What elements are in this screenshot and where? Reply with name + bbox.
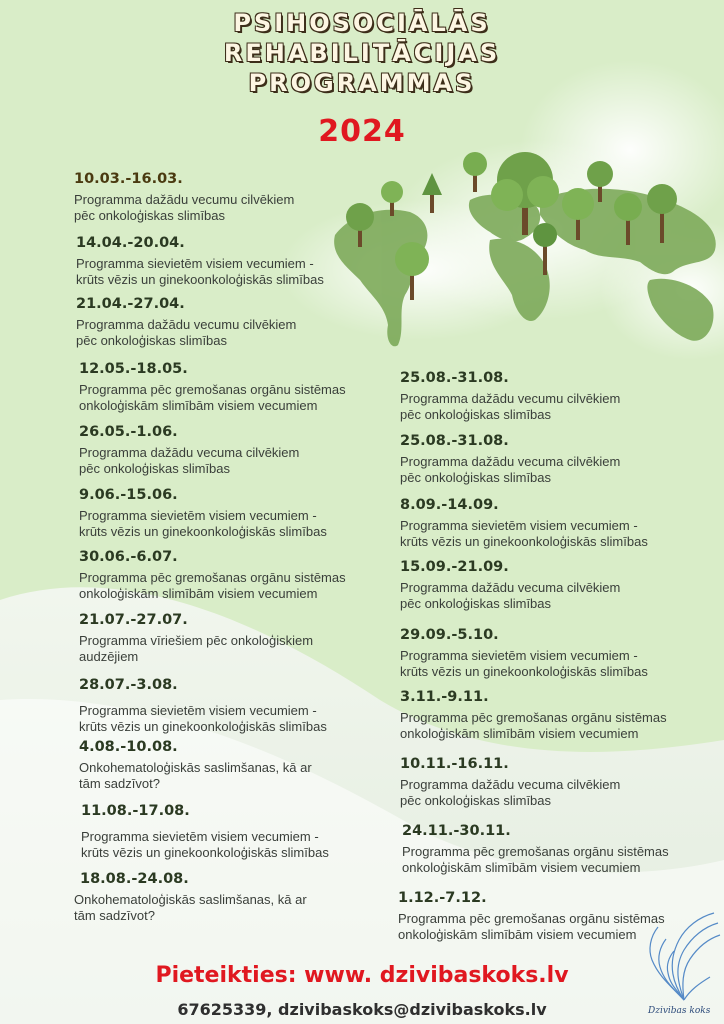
entry-description [74, 192, 294, 224]
entry-description-line: Programma pēc gremošanas orgānu sistēmas [79, 382, 346, 397]
schedule-entry [400, 559, 620, 612]
schedule-entry [76, 235, 324, 288]
entry-description-line: Programma sievietēm visiem vecumiem - [79, 703, 317, 718]
entry-date: 15.09.-21.09. [400, 559, 509, 575]
entry-date: 3.11.-9.11. [400, 689, 489, 705]
entry-description-line: pēc onkoloģiskas slimības [400, 407, 552, 422]
schedule-entry [79, 424, 299, 477]
entry-description-line: Programma sievietēm visiem vecumiem - [76, 256, 314, 271]
entry-description-line: Programma dažādu vecumu cilvēkiem [76, 317, 297, 332]
entry-description-line: Onkohematoloģiskās saslimšanas, kā ar [79, 760, 312, 775]
entry-description-line: krūts vēzis un ginekoonkoloģiskās slimības [400, 664, 648, 679]
title-line-2: REHABILITĀCIJAS [223, 39, 501, 67]
entry-date: 1.12.-7.12. [398, 890, 487, 906]
entry-description-line: Programma dažādu vecuma cilvēkiem [400, 777, 621, 792]
entry-description [400, 391, 620, 423]
entry-description-line: pēc onkoloģiskas slimības [400, 793, 552, 808]
schedule-entry [79, 549, 346, 602]
entry-description [398, 911, 665, 943]
entry-description-line: Programma vīriešiem pēc onkoloģiskiem [79, 633, 314, 648]
entry-date: 14.04.-20.04. [76, 235, 185, 251]
entry-description-line: Programma dažādu vecuma cilvēkiem [79, 445, 300, 460]
schedule-entry [79, 612, 313, 665]
entry-description-line: onkoloģiskām slimībām visiem vecumiem [398, 927, 637, 942]
entry-date: 25.08.-31.08. [400, 433, 509, 449]
entry-description [400, 648, 648, 680]
year-heading: 2024 [318, 114, 406, 149]
entry-description-line: Programma dažādu vecumu cilvēkiem [400, 391, 621, 406]
schedule-entry [74, 171, 294, 224]
entry-description-line: krūts vēzis un ginekoonkoloģiskās slimības [79, 719, 327, 734]
schedule-entry [400, 627, 648, 680]
schedule-entry [79, 677, 327, 735]
entry-date: 11.08.-17.08. [81, 803, 190, 819]
contact-info: 67625339, dzivibaskoks@dzivibaskoks.lv [177, 1000, 547, 1019]
schedule-entry [74, 871, 307, 924]
entry-description-line: Programma dažādu vecuma cilvēkiem [400, 580, 621, 595]
entry-description-line: Programma pēc gremošanas orgānu sistēmas [400, 710, 667, 725]
entry-description-line: pēc onkoloģiskas slimības [76, 333, 228, 348]
logo-text: Dzivibas koks [648, 1006, 711, 1016]
entry-description-line: krūts vēzis un ginekoonkoloģiskās slimības [79, 524, 327, 539]
entry-description-line: tām sadzīvot? [74, 908, 155, 923]
entry-description [400, 454, 620, 486]
entry-description-line: pēc onkoloģiskas slimības [74, 208, 226, 223]
dzivibas-koks-logo-icon [644, 905, 724, 1015]
entry-description-line: onkoloģiskām slimībām visiem vecumiem [400, 726, 639, 741]
entry-date: 28.07.-3.08. [79, 677, 178, 693]
entry-date: 21.04.-27.04. [76, 296, 185, 312]
schedule-entry [79, 487, 327, 540]
entry-description [79, 570, 346, 602]
entry-date: 21.07.-27.07. [79, 612, 188, 628]
entry-date: 30.06.-6.07. [79, 549, 178, 565]
page-title [0, 8, 724, 98]
title-line-1: PSIHOSOCIĀLĀS [233, 9, 491, 37]
entry-description-line: audzējiem [79, 649, 139, 664]
entry-description [400, 777, 620, 809]
schedule-entry [400, 689, 667, 742]
entry-description-line: onkoloģiskām slimībām visiem vecumiem [79, 398, 318, 413]
entry-date: 29.09.-5.10. [400, 627, 499, 643]
schedule-entry [400, 370, 620, 423]
entry-description-line: Programma pēc gremošanas orgānu sistēmas [402, 844, 669, 859]
entry-date: 10.03.-16.03. [74, 171, 183, 187]
entry-description [79, 382, 346, 414]
entry-description-line: krūts vēzis un ginekoonkoloģiskās slimības [400, 534, 648, 549]
entry-description-line: pēc onkoloģiskas slimības [79, 461, 231, 476]
entry-description [76, 317, 296, 349]
entry-description-line: tām sadzīvot? [79, 776, 160, 791]
entry-date: 4.08.-10.08. [79, 739, 178, 755]
entry-date: 9.06.-15.06. [79, 487, 178, 503]
entry-description-line: krūts vēzis un ginekoonkoloģiskās slimības [81, 845, 329, 860]
entry-description [79, 760, 312, 792]
entry-date: 26.05.-1.06. [79, 424, 178, 440]
entry-description [400, 580, 620, 612]
schedule-entry [398, 890, 665, 943]
entry-date: 18.08.-24.08. [80, 871, 189, 887]
entry-description [74, 892, 307, 924]
entry-date: 25.08.-31.08. [400, 370, 509, 386]
entry-description [76, 256, 324, 288]
entry-date: 8.09.-14.09. [400, 497, 499, 513]
title-line-3: PROGRAMMAS [248, 69, 476, 97]
entry-date: 10.11.-16.11. [400, 756, 509, 772]
entry-description-line: krūts vēzis un ginekoonkoloģiskās slimības [76, 272, 324, 287]
schedule-entry [81, 803, 329, 861]
entry-description-line: Programma pēc gremošanas orgānu sistēmas [398, 911, 665, 926]
entry-description-line: pēc onkoloģiskas slimības [400, 470, 552, 485]
entry-date: 24.11.-30.11. [402, 823, 511, 839]
entry-description-line: Programma sievietēm visiem vecumiem - [81, 829, 319, 844]
schedule-entry [79, 739, 312, 792]
schedule-entry [79, 361, 346, 414]
entry-description [402, 844, 669, 876]
entry-description [81, 829, 329, 861]
entry-description [79, 703, 327, 735]
entry-description [400, 518, 648, 550]
entry-description-line: onkoloģiskām slimībām visiem vecumiem [402, 860, 641, 875]
entry-description-line: Programma dažādu vecuma cilvēkiem [400, 454, 621, 469]
entry-description [400, 710, 667, 742]
entry-description [79, 633, 313, 665]
entry-description-line: Onkohematoloģiskās saslimšanas, kā ar [74, 892, 307, 907]
schedule-entry [400, 497, 648, 550]
entry-description [79, 508, 327, 540]
schedule-entry [400, 756, 620, 809]
entry-description [79, 445, 299, 477]
registration-link[interactable]: Pieteikties: www. dzivibaskoks.lv [155, 963, 569, 988]
entry-description-line: Programma dažādu vecumu cilvēkiem [74, 192, 295, 207]
schedule-entry [400, 433, 620, 486]
entry-description-line: Programma sievietēm visiem vecumiem - [400, 648, 638, 663]
entry-description-line: Programma sievietēm visiem vecumiem - [400, 518, 638, 533]
entry-date: 12.05.-18.05. [79, 361, 188, 377]
schedule-entry [76, 296, 296, 349]
entry-description-line: pēc onkoloģiskas slimības [400, 596, 552, 611]
schedule-entry [402, 823, 669, 876]
entry-description-line: Programma sievietēm visiem vecumiem - [79, 508, 317, 523]
entry-description-line: Programma pēc gremošanas orgānu sistēmas [79, 570, 346, 585]
entry-description-line: onkoloģiskām slimībām visiem vecumiem [79, 586, 318, 601]
